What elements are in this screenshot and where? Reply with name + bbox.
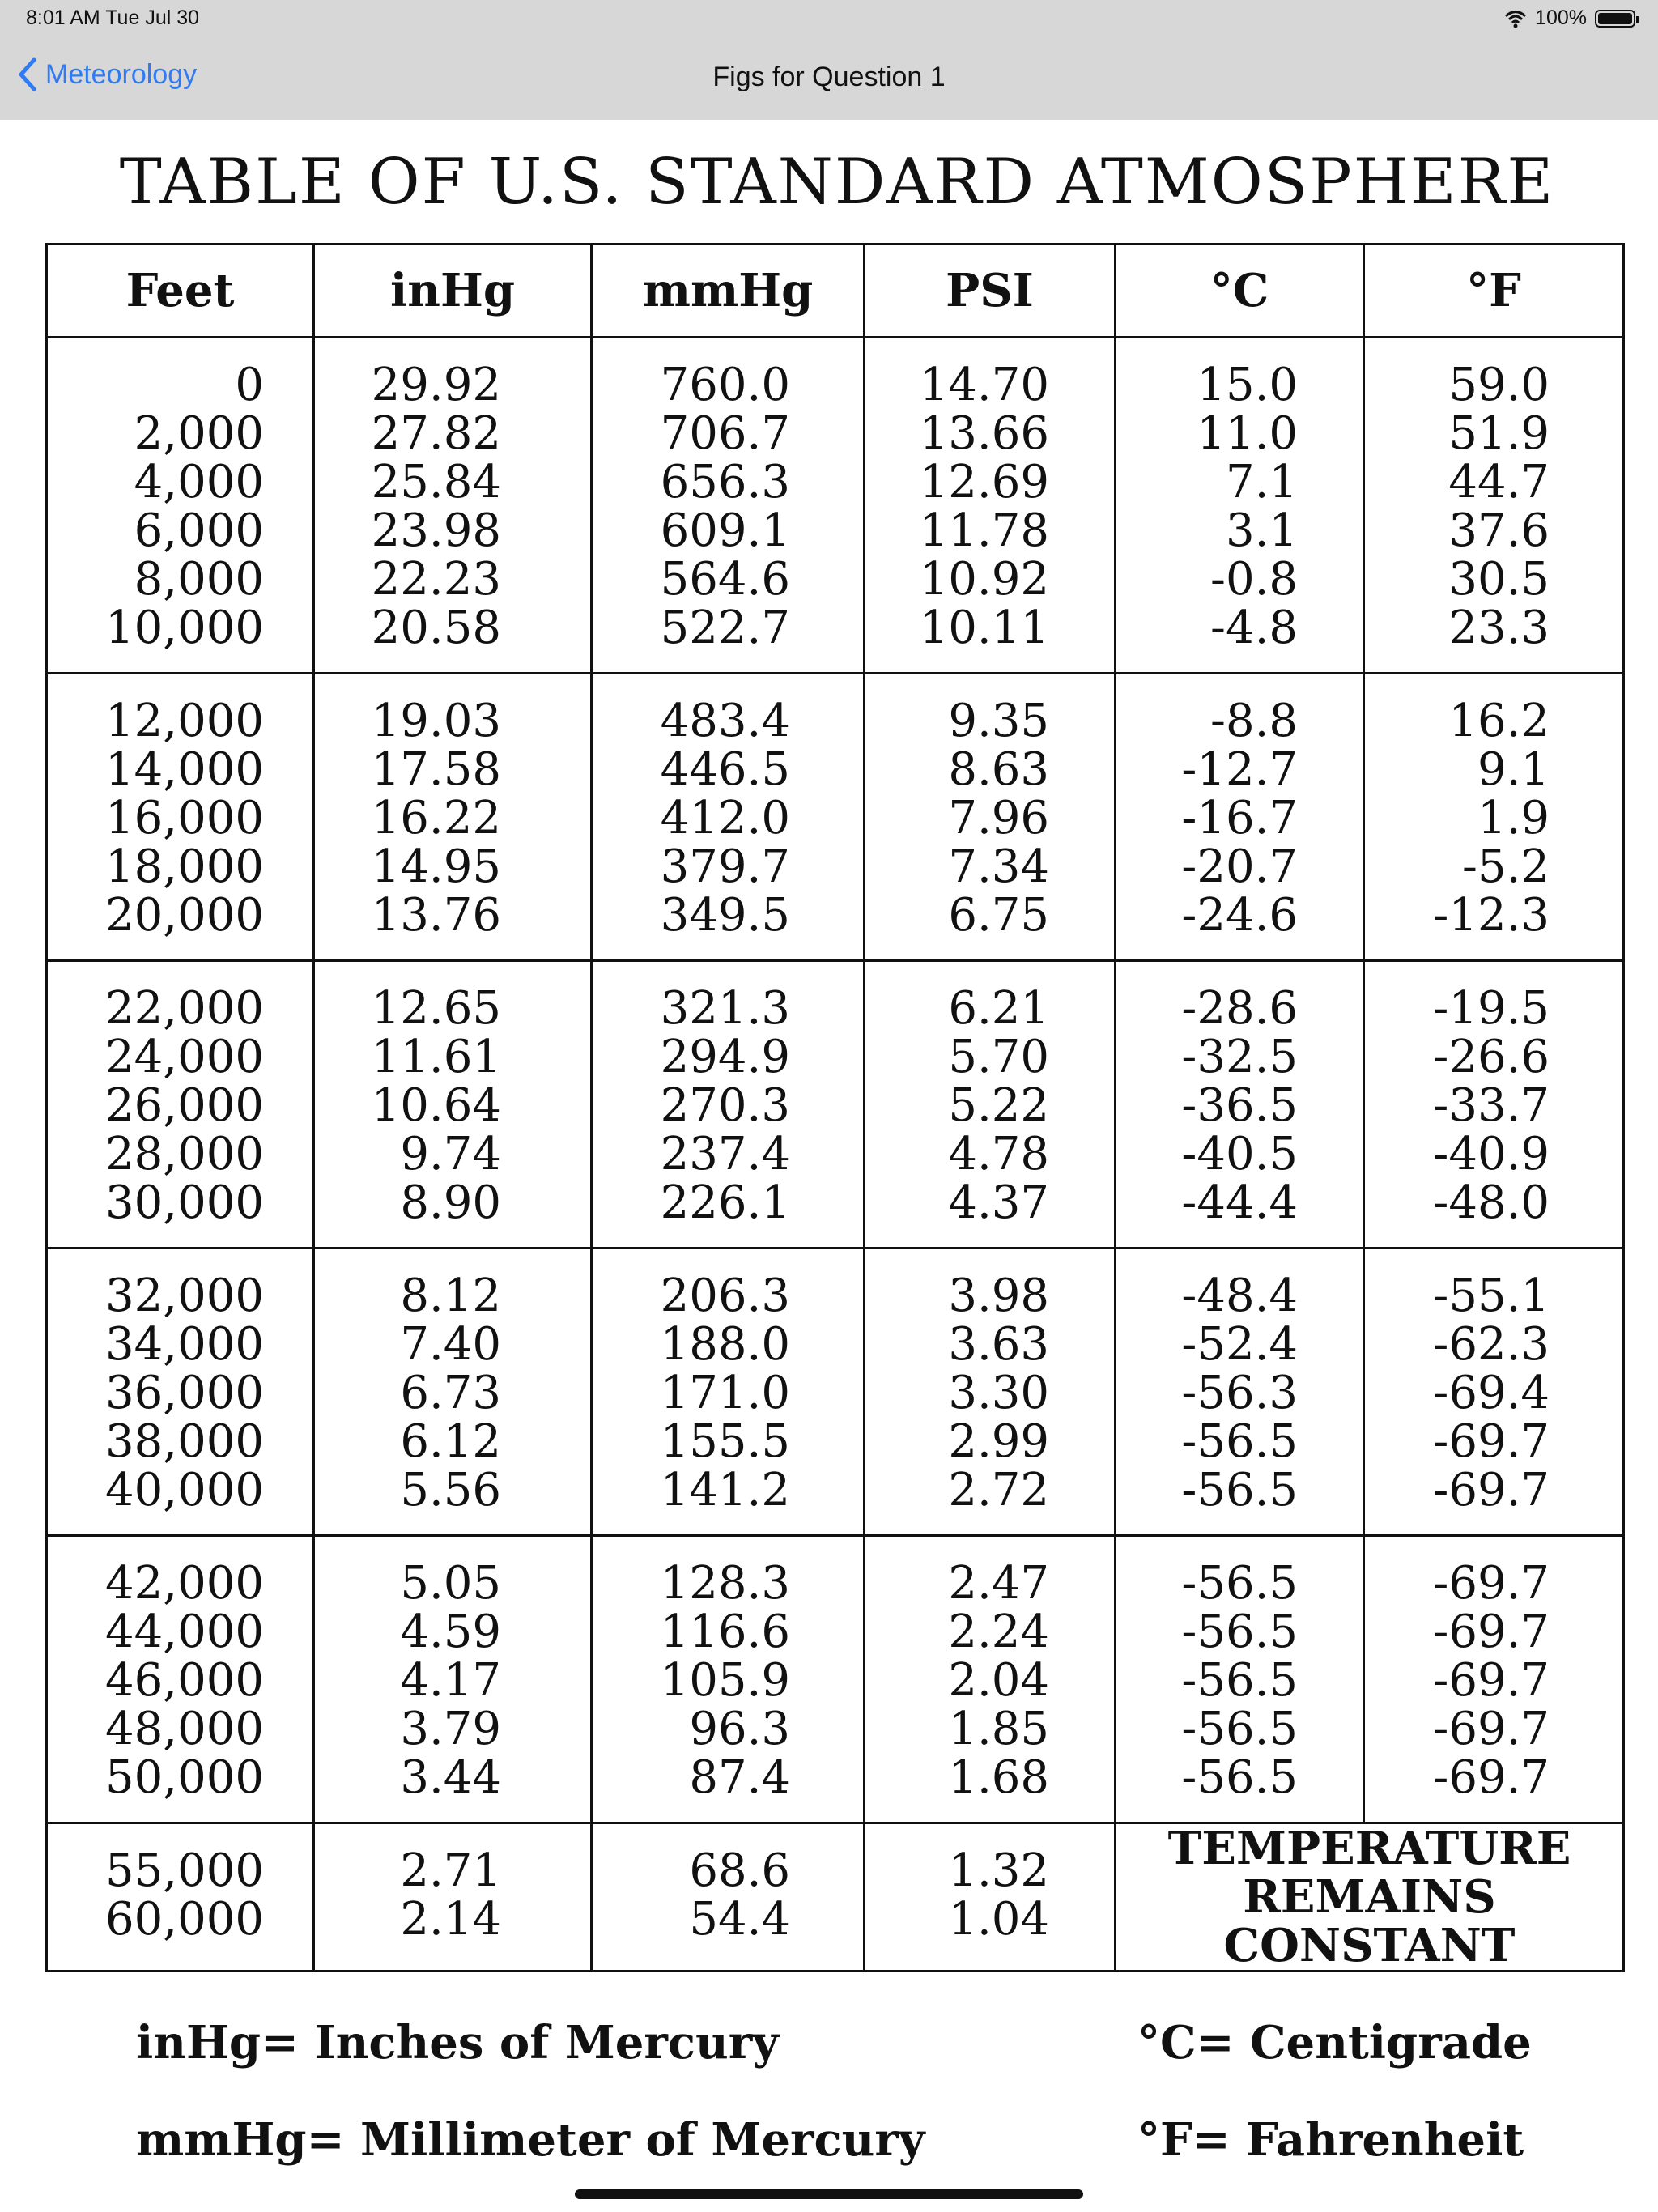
cell-value: 26,000 [105,1079,264,1132]
cell-value: 4.78 [948,1128,1049,1180]
cell-value: 2.04 [948,1654,1049,1707]
table-body [47,338,1624,1972]
temperature-constant-note [1116,1823,1624,1972]
cell-value: 522.7 [660,602,790,654]
cell-value: 4.17 [400,1654,501,1707]
feet-cell [47,674,314,961]
cell-value: 27.82 [371,407,501,460]
cell-value: 7.40 [400,1318,501,1371]
cell-value: 12.65 [371,982,501,1035]
cell-value: 3.63 [948,1318,1049,1371]
cell-value: 105.9 [660,1654,790,1707]
inhg-cell [314,1536,592,1823]
cell-value: 5.05 [400,1557,501,1610]
psi-cell [865,674,1116,961]
cell-value: -56.5 [1181,1703,1298,1755]
cell-value: 3.44 [400,1751,501,1804]
cell-value: 188.0 [660,1318,790,1371]
table-row [47,1536,1624,1823]
cell-value: 42,000 [105,1557,264,1610]
cell-value: 50,000 [105,1751,264,1804]
cell-value: -56.5 [1181,1654,1298,1707]
cell-value: 226.1 [660,1176,790,1229]
cell-value: 11.78 [919,504,1049,557]
fahrenheit-cell [1364,1249,1624,1536]
cell-value: 8,000 [134,553,264,606]
cell-value: 87.4 [689,1751,790,1804]
cell-value: 2.72 [948,1464,1049,1516]
cell-value: 12,000 [105,695,264,747]
cell-value: -56.3 [1181,1367,1298,1419]
cell-value: 32,000 [105,1270,264,1322]
cell-value: 1.32 [948,1844,1049,1897]
feet-cell [47,961,314,1249]
cell-value: 2.14 [400,1893,501,1946]
status-time: 8:01 AM Tue Jul 30 [26,6,200,29]
cell-value: 10.11 [919,602,1049,654]
cell-value: 23.3 [1448,602,1550,654]
psi-cell [865,1536,1116,1823]
cell-value: 564.6 [660,553,790,606]
inhg-cell [314,961,592,1249]
cell-value: -69.7 [1433,1606,1550,1658]
cell-value: 8.90 [400,1176,501,1229]
cell-value: 4,000 [134,456,264,508]
cell-value: 40,000 [105,1464,264,1516]
cell-value: 6,000 [134,504,264,557]
cell-value: 270.3 [660,1079,790,1132]
cell-value: 294.9 [660,1031,790,1083]
cell-value: 237.4 [660,1128,790,1180]
table-header-row [47,245,1624,338]
cell-value: -5.2 [1462,840,1550,893]
cell-value: 37.6 [1448,504,1550,557]
cell-value: 11.0 [1197,407,1298,460]
cell-value: -69.7 [1433,1654,1550,1707]
mmhg-cell [592,1823,865,1972]
cell-value: -24.6 [1181,889,1298,942]
cell-value: 16.2 [1448,695,1550,747]
cell-value: 16,000 [105,792,264,844]
cell-value: 446.5 [660,743,790,796]
cell-value: 68.6 [689,1844,790,1897]
cell-value: 5.70 [948,1031,1049,1083]
cell-value: 7.34 [948,840,1049,893]
mmhg-cell [592,674,865,961]
mmhg-cell [592,1536,865,1823]
cell-value: 5.22 [948,1079,1049,1132]
cell-value: -8.8 [1210,695,1298,747]
feet-cell [47,1823,314,1972]
inhg-cell [314,338,592,674]
cell-value: 29.92 [371,359,501,411]
cell-value: 44.7 [1448,456,1550,508]
cell-value: 23.98 [371,504,501,557]
psi-cell [865,1823,1116,1972]
cell-value: -69.7 [1433,1557,1550,1610]
cell-value: -26.6 [1433,1031,1550,1083]
cell-value: 379.7 [660,840,790,893]
cell-value: -56.5 [1181,1415,1298,1468]
cell-value: 7.1 [1225,456,1298,508]
cell-value: 412.0 [660,792,790,844]
cell-value: 20,000 [105,889,264,942]
cell-value: 6.21 [948,982,1049,1035]
celsius-cell [1116,674,1364,961]
cell-value: 48,000 [105,1703,264,1755]
inhg-cell [314,674,592,961]
atmosphere-table [45,243,1625,1972]
status-indicators [1504,6,1635,30]
celsius-cell [1116,1249,1364,1536]
celsius-cell [1116,338,1364,674]
cell-value: -16.7 [1181,792,1298,844]
cell-value: 28,000 [105,1128,264,1180]
cell-value: 760.0 [660,359,790,411]
table-row [47,674,1624,961]
col-header-psi: PSI [865,245,1116,338]
cell-value: 3.79 [400,1703,501,1755]
cell-value: 9.74 [400,1128,501,1180]
cell-value: 12.69 [919,456,1049,508]
cell-value: 155.5 [660,1415,790,1468]
cell-value: 14.70 [919,359,1049,411]
inhg-cell [314,1249,592,1536]
cell-value: 51.9 [1448,407,1550,460]
cell-value: 0 [235,359,264,411]
cell-value: -32.5 [1181,1031,1298,1083]
cell-value: 1.9 [1477,792,1550,844]
cell-value: -28.6 [1181,982,1298,1035]
cell-value: -48.4 [1181,1270,1298,1322]
cell-value: 14.95 [371,840,501,893]
cell-value: 7.96 [948,792,1049,844]
col-header-mmhg: mmHg [592,245,865,338]
cell-value: 141.2 [660,1464,790,1516]
fahrenheit-cell [1364,1536,1624,1823]
col-header-celsius: °C [1116,245,1364,338]
cell-value: -20.7 [1181,840,1298,893]
cell-value: 2.99 [948,1415,1049,1468]
cell-value: 3.1 [1225,504,1298,557]
cell-value: 19.03 [371,695,501,747]
legend-fahrenheit: °F= Fahrenheit [1137,2113,1524,2167]
cell-value: 5.56 [400,1464,501,1516]
cell-value: -56.5 [1181,1464,1298,1516]
feet-cell [47,1536,314,1823]
cell-value: 38,000 [105,1415,264,1468]
cell-value: 54.4 [689,1893,790,1946]
cell-value: 55,000 [105,1844,264,1897]
wifi-icon [1504,9,1527,28]
cell-value: 15.0 [1197,359,1298,411]
cell-value: 34,000 [105,1318,264,1371]
cell-value: 1.68 [948,1751,1049,1804]
cell-value: 22.23 [371,553,501,606]
cell-value: -52.4 [1181,1318,1298,1371]
celsius-cell [1116,961,1364,1249]
mmhg-cell [592,961,865,1249]
cell-value: 25.84 [371,456,501,508]
cell-value: 59.0 [1448,359,1550,411]
cell-value: 706.7 [660,407,790,460]
cell-value: 2.71 [400,1844,501,1897]
cell-value: 36,000 [105,1367,264,1419]
cell-value: 18,000 [105,840,264,893]
cell-value: 14,000 [105,743,264,796]
cell-value: 22,000 [105,982,264,1035]
table-row [47,338,1624,674]
mmhg-cell [592,338,865,674]
cell-value: 1.04 [948,1893,1049,1946]
cell-value: -0.8 [1210,553,1298,606]
cell-value: -12.7 [1181,743,1298,796]
table-title: TABLE OF U.S. STANDARD ATMOSPHERE [119,146,1555,219]
cell-value: 16.22 [371,792,501,844]
battery-percent: 100% [1535,6,1587,29]
cell-value: -69.7 [1433,1751,1550,1804]
col-header-feet: Feet [47,245,314,338]
cell-value: 96.3 [689,1703,790,1755]
psi-cell [865,338,1116,674]
cell-value: 349.5 [660,889,790,942]
battery-icon [1595,10,1635,28]
table-row [47,1249,1624,1536]
feet-cell [47,338,314,674]
cell-value: 4.59 [400,1606,501,1658]
cell-value: 10.64 [371,1079,501,1132]
cell-value: -40.9 [1433,1128,1550,1180]
cell-value: 4.37 [948,1176,1049,1229]
cell-value: -33.7 [1433,1079,1550,1132]
legend-mmhg: mmHg= Millimeter of Mercury [136,2113,925,2167]
cell-value: 13.66 [919,407,1049,460]
cell-value: 10.92 [919,553,1049,606]
cell-value: 6.73 [400,1367,501,1419]
cell-value: 483.4 [660,695,790,747]
cell-value: 11.61 [371,1031,501,1083]
cell-value: -69.7 [1433,1703,1550,1755]
fahrenheit-cell [1364,338,1624,674]
cell-value: -12.3 [1433,889,1550,942]
note-line: REMAINS CONSTANT [1223,1870,1516,1972]
fahrenheit-cell [1364,961,1624,1249]
cell-value: 171.0 [660,1367,790,1419]
cell-value: 10,000 [105,602,264,654]
cell-value: 656.3 [660,456,790,508]
cell-value: -48.0 [1433,1176,1550,1229]
cell-value: -44.4 [1181,1176,1298,1229]
cell-value: 60,000 [105,1893,264,1946]
cell-value: 8.12 [400,1270,501,1322]
cell-value: 20.58 [371,602,501,654]
cell-value: 30,000 [105,1176,264,1229]
cell-value: -55.1 [1433,1270,1550,1322]
cell-value: 206.3 [660,1270,790,1322]
table-row [47,1823,1624,1972]
cell-value: -56.5 [1181,1751,1298,1804]
cell-value: -56.5 [1181,1557,1298,1610]
cell-value: 6.12 [400,1415,501,1468]
psi-cell [865,961,1116,1249]
cell-value: 3.98 [948,1270,1049,1322]
cell-value: 9.1 [1477,743,1550,796]
cell-value: 128.3 [660,1557,790,1610]
cell-value: 2.24 [948,1606,1049,1658]
table-row [47,961,1624,1249]
back-button-label: Meteorology [45,58,198,90]
cell-value: 116.6 [660,1606,790,1658]
cell-value: 46,000 [105,1654,264,1707]
cell-value: -69.7 [1433,1415,1550,1468]
note-line: TEMPERATURE [1167,1822,1571,1875]
psi-cell [865,1249,1116,1536]
fahrenheit-cell [1364,674,1624,961]
cell-value: 609.1 [660,504,790,557]
cell-value: 9.35 [948,695,1049,747]
cell-value: -40.5 [1181,1128,1298,1180]
navigation-bar [0,0,1658,120]
page-title: Figs for Question 1 [712,62,946,92]
cell-value: 3.30 [948,1367,1049,1419]
col-header-fahrenheit: °F [1364,245,1624,338]
legend-celsius: °C= Centigrade [1137,2016,1532,2069]
cell-value: 321.3 [660,982,790,1035]
cell-value: -4.8 [1210,602,1298,654]
feet-cell [47,1249,314,1536]
cell-value: 44,000 [105,1606,264,1658]
cell-value: 2.47 [948,1557,1049,1610]
cell-value: 6.75 [948,889,1049,942]
cell-value: 1.85 [948,1703,1049,1755]
cell-value: -69.4 [1433,1367,1550,1419]
celsius-cell [1116,1536,1364,1823]
legend-inhg: inHg= Inches of Mercury [136,2016,779,2069]
cell-value: -19.5 [1433,982,1550,1035]
home-indicator[interactable] [575,2189,1083,2199]
col-header-inhg: inHg [314,245,592,338]
cell-value: -62.3 [1433,1318,1550,1371]
cell-value: 30.5 [1448,553,1550,606]
cell-value: -56.5 [1181,1606,1298,1658]
cell-value: 2,000 [134,407,264,460]
inhg-cell [314,1823,592,1972]
cell-value: 13.76 [371,889,501,942]
cell-value: -69.7 [1433,1464,1550,1516]
cell-value: 8.63 [948,743,1049,796]
cell-value: 17.58 [371,743,501,796]
cell-value: 24,000 [105,1031,264,1083]
cell-value: -36.5 [1181,1079,1298,1132]
mmhg-cell [592,1249,865,1536]
